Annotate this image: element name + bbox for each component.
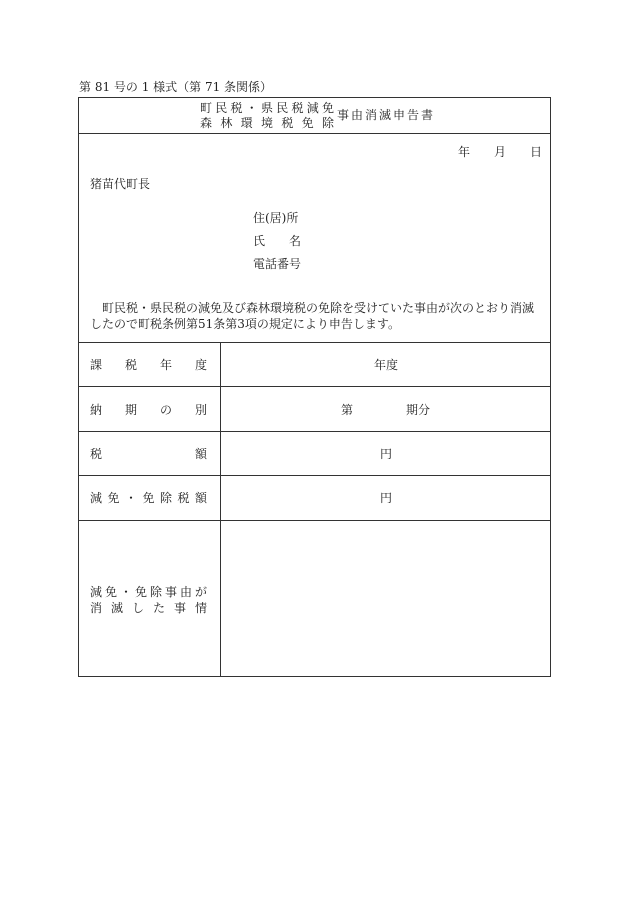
payment-period-suffix: 期分 (406, 403, 431, 417)
title-suffix: 事由消滅申告書 (337, 108, 436, 122)
payment-period-prefix: 第 (341, 403, 354, 417)
reduction-amount-label: 減免・免除税額 (90, 491, 207, 505)
title-line1: 町民税・県民税減免 (200, 101, 334, 115)
reason-label-line2: 消滅した事情 (90, 601, 207, 615)
statement-text: 町民税・県民税の減免及び森林環境税の免除を受けていた事由が次のとおり消滅したので町税条例第51条第3項の規定により申告します。 (90, 301, 535, 331)
addressee: 猪苗代町長 (90, 177, 151, 191)
date-year: 年 (458, 145, 471, 159)
reduction-amount-unit: 円 (379, 491, 392, 505)
tax-amount-unit: 円 (379, 447, 392, 461)
row-divider (78, 475, 551, 476)
column-divider (220, 342, 221, 677)
reason-label-line1: 減免・免除事由が (90, 585, 207, 599)
title-divider (78, 133, 551, 134)
name-label: 氏 名 (253, 234, 302, 248)
form-number: 第 81 号の 1 様式（第 71 条関係） (79, 80, 273, 94)
table-top-divider (78, 342, 551, 343)
tax-amount-label: 税額 (90, 447, 207, 461)
tax-year-value: 年度 (373, 358, 398, 372)
phone-label: 電話番号 (253, 257, 302, 271)
address-label: 住(居)所 (253, 211, 299, 225)
row-divider (78, 431, 551, 432)
date-month: 月 (494, 145, 507, 159)
payment-period-label: 納期の別 (90, 403, 207, 417)
date-day: 日 (530, 145, 543, 159)
row-divider (78, 520, 551, 521)
title-line2: 森林環境税免除 (200, 116, 334, 130)
row-divider (78, 386, 551, 387)
tax-year-label: 課税年度 (90, 358, 207, 372)
